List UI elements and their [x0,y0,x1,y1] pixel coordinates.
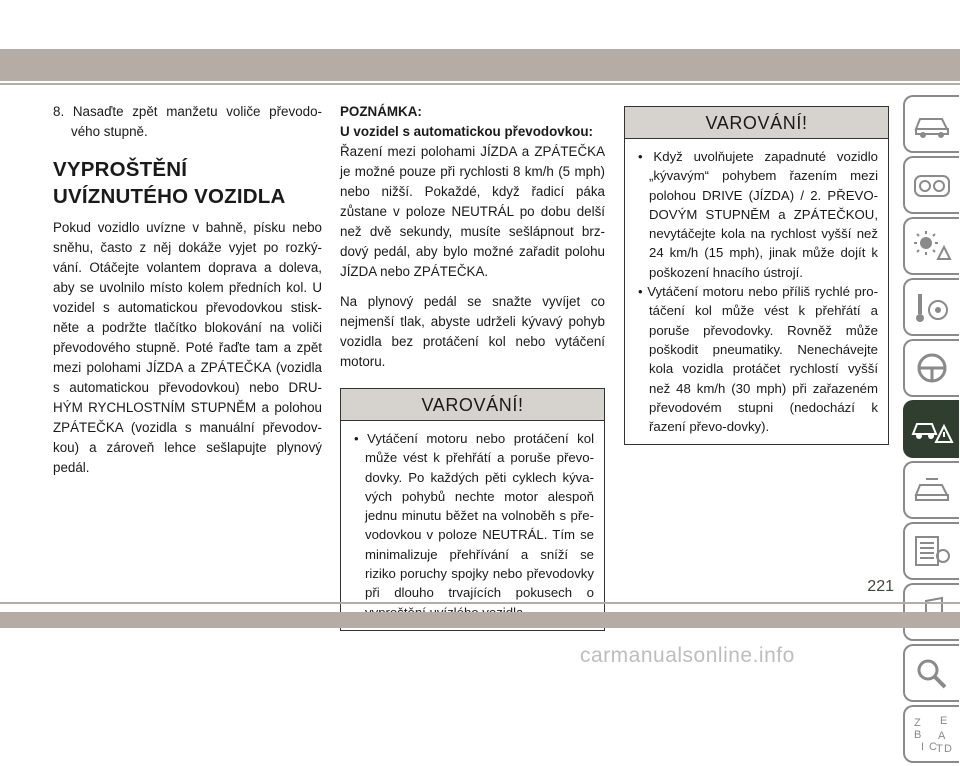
warning-bullet-2: • Vytáčení motoru nebo příliš rychlé pro-táčení kol může vést k přehřátí a poruše převodovky. Rovněž může poškodit pneumatiky. Nenechávejte kola vozidla protáčet rychlostí vyšší než 48 km/h (30 mph) při zařazeném převodovém stupni (nedochází k řazení převo-dovky). [638,284,878,435]
footer-band [0,612,960,628]
section-heading: VYPROŠTĚNÍ UVÍZNUTÉHO VOZIDLA [53,158,286,208]
index-icon[interactable] [903,705,959,763]
column-1 [53,102,322,488]
index-letter: C [929,741,937,753]
index-letter: B [914,729,922,741]
step-8 [53,102,322,142]
search-icon[interactable] [903,644,959,702]
warning-bullet: • Vytáčení motoru nebo protáčení kol může vést k přehřátí a poruše převo-dovky. Po každých pěti cyklech kýva-vých pohybů nechte motor alespoň jednu minutu běžet na volnoběh s pře-vodovkou v poloze NEUTRÁL. Tím se minimalizuje přehřívání a sníží se riziko poruchy spojky nebo převodovky při dlouho trvajících pokusech o [354,431,594,601]
chapter-tabs [893,95,960,766]
emergency-icon[interactable] [903,400,959,458]
index-letter: T [936,743,943,754]
note-text: Řazení mezi polohami JÍZDA a ZPÁTEČKA je možné pouze při rychlosti 8 km/h (5 mph) nebo nižší. Pokaždé, když řadicí páka zůstane v poloze NEUTRÁL po dobu delší než dvě sekundy, musíte sešlápnout brz-dový pedál, aby bylo možné zařadit polohu JÍZDA nebo ZPÁTEČKA. [340,144,605,279]
warning-body [341,421,604,630]
car-info-icon[interactable] [903,95,959,153]
driving-icon[interactable] [903,339,959,397]
page-number: 221 [867,578,894,595]
body-paragraph: Na plynový pedál se snažte vyvíjet co nejmenší tlak, abyste udrželi kývavý pohyb vozidla bez protáčení kol nebo vytáčení motoru. [340,294,605,369]
body-paragraph: Pokud vozidlo uvízne v bahně, písku nebo sněhu, často z něj dokáže vyjet po rozký-vání. Otáčejte volantem doprava a doleva, aby se uvolnilo místo kolem předních kol. U vozidel s automatickou převodovkou stisk-něte a podržte tlačítko blokování na voliči převodového stupně. Poté řaďte tam a zpět mezi polohami JÍZDA a ZPÁTEČKA (vozidla s automatickou převodovkou) nebo DRU-HÝM RYCHLOSTNÍM STUPNĚM a polohou ZPÁTEČKA (vozidla s manuální převodov-kou) a zároveň lehce sešlapujte plynový pedál. [53,220,322,475]
warning-lights-icon[interactable] [903,217,959,275]
warning-title: VAROVÁNÍ! [625,107,888,139]
warning-bullet-1: • Když uvolňujete zapadnuté vozidlo „kývavým“ pohybem řazením mezi polohou DRIVE (JÍZDA) / 2. PŘEVO-DOVÝM STUPNĚM a ZPÁTEČKOU, nevytáčejte kola na rychlost vyšší než 24 km/h (15 mph), jinak může dojít k poškození hnacího ústrojí. [638,149,878,280]
column-3 [624,106,889,445]
step-number: 8. [53,104,65,119]
specs-icon[interactable] [903,522,959,580]
warning-box [624,106,889,445]
index-letter: Z [914,717,921,729]
dashboard-icon[interactable] [903,156,959,214]
footer-rule [0,602,960,604]
header-band [0,49,960,81]
warning-title: VAROVÁNÍ! [341,389,604,421]
header-rule [0,83,960,85]
service-icon[interactable] [903,461,959,519]
step-text: Nasaďte zpět manžetu voliče převodo-vého stupně. [71,104,322,139]
index-letter: I [921,741,925,753]
index-letter: E [940,715,948,727]
note-label: POZNÁMKA: [340,104,422,119]
safety-icon[interactable] [903,278,959,336]
watermark: carmanualsonline.info [580,644,795,667]
index-letter: D [944,743,952,754]
warning-body [625,139,888,444]
note-subheading: U vozidel s automatickou převodovkou: [340,124,593,139]
column-2 [340,102,605,631]
index-letter: A [938,730,946,742]
warning-box [340,388,605,631]
